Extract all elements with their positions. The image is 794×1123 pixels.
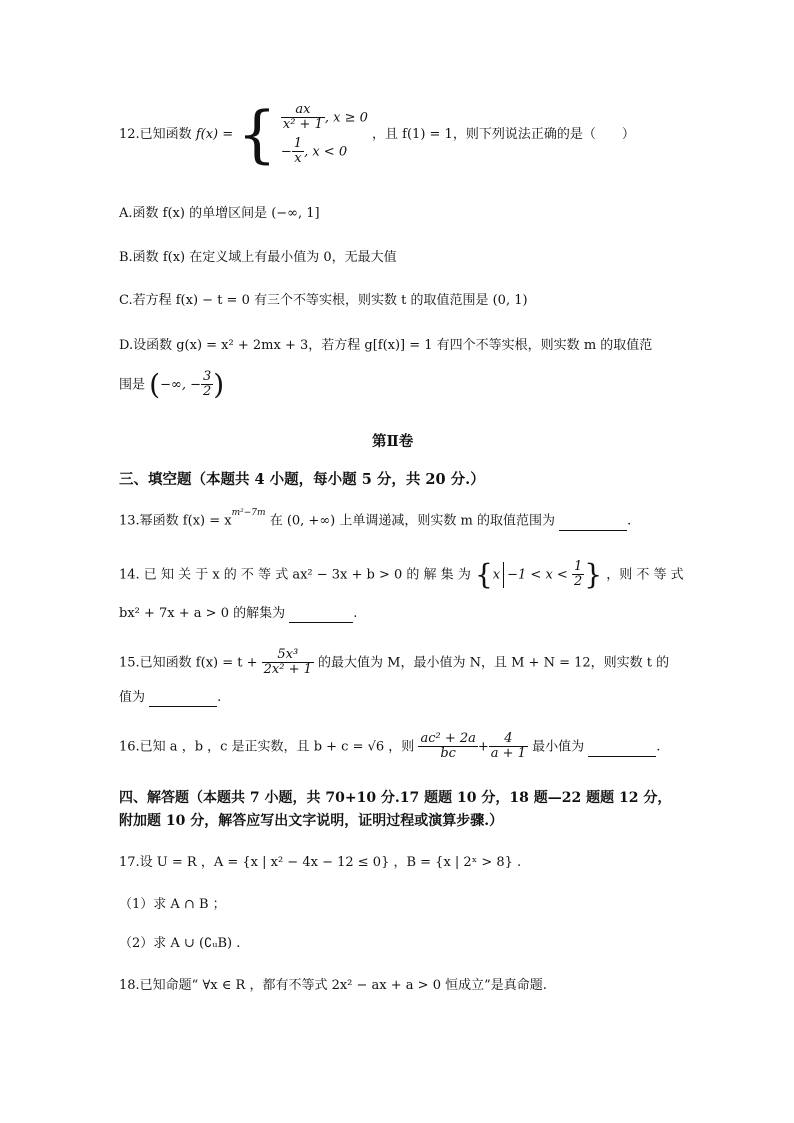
question-17-part-2: （2）求 A ∪ (∁ᵤB) . — [119, 936, 241, 951]
section-2-title: 第Ⅱ卷 — [372, 433, 414, 450]
question-17-stem: 17.设 U = R ，A = {x | x² − 4x − 12 ≤ 0} ，B = {x | 2ˣ > 8} . — [119, 855, 522, 870]
question-15-line1: 15.已知函数 f(x) = t + $\frac{\text{5x³}}{\text{2x² + 1}}$ 的最大值为 M，最小值为 N，且 M + N = 12，则实数 t 的 — [119, 647, 670, 678]
q16-answer-blank[interactable] — [588, 739, 656, 756]
q16-fraction-2: $\frac{4}{a + 1}$ — [490, 731, 526, 762]
question-16: 16.已知 a ，b ，c 是正实数，且 b + c = √6 ，则 $\frac{\text{ac² + 2a}}{bc}$ + $\frac{4}{a + 1}$ 最小值为 . — [119, 731, 661, 762]
question-18-stem: 18.已知命题“ ∀x ∈ R ，都有不等式 2x² − ax + a > 0 恒成立”是真命题. — [119, 978, 547, 993]
q15-fraction: $\frac{\text{5x³}}{\text{2x² + 1}}$ — [263, 647, 312, 678]
q12-case-1: $\frac{ax}{\text{x² + 1}}$ , x ≥ 0 — [282, 102, 368, 133]
section-3-title: 三、填空题（本题共 4 小题，每小题 5 分，共 20 分.） — [119, 471, 485, 488]
question-13: 13.幂函数 $f(x) = x^{m^2-7m}$ 在 (0, +∞) 上单调递减，则实数 m 的取值范围为 . — [119, 512, 631, 531]
q12-function-label: f(x) = — [195, 127, 234, 143]
q14-answer-blank[interactable] — [289, 606, 353, 623]
q12-prefix: 12.已知函数 — [119, 127, 192, 143]
q12-option-b: B.函数 f(x) 在定义域上有最小值为 0，无最大值 — [119, 250, 397, 265]
question-14-line2: bx² + 7x + a > 0 的解集为 . — [119, 606, 357, 623]
q12-piecewise-cases — [281, 103, 368, 166]
question-14-line1: 14. 已 知 关 于 x 的 不 等 式 ax² − 3x + b > 0 的 解 集 为 {x −1 < x < $\frac{1}{2}$ } ，则 不 等 式 — [119, 557, 684, 591]
q12-left-brace: { — [237, 97, 277, 171]
q14-fraction: $\frac{1}{2}$ — [573, 559, 583, 590]
q13-answer-blank[interactable] — [559, 513, 627, 530]
question-12-stem — [119, 97, 635, 171]
question-15-line2: 值为 . — [119, 690, 221, 707]
q12-d-fraction: $\frac{3}{2}$ — [202, 369, 212, 400]
section-4-title-line1: 四、解答题（本题共 7 小题，共 70+10 分.17 题题 10 分，18 题—22 题题 12 分， — [119, 790, 672, 806]
q12-case2-fraction: $\frac{1}{x}$ — [293, 135, 303, 166]
q12-case-2: − $\frac{1}{x}$ , x < 0 — [280, 135, 348, 166]
question-17-part-1: （1）求 A ∩ B ； — [119, 897, 226, 912]
q12-suffix: ，且 f(1) = 1，则下列说法正确的是（ ） — [372, 127, 635, 143]
q12-option-d-line2: 围是 (−∞, − $\frac{3}{2}$ ) — [119, 367, 225, 401]
q12-option-c: C.若方程 f(x) − t = 0 有三个不等实根，则实数 t 的取值范围是 (0, 1) — [119, 293, 528, 308]
q16-fraction-1: $\frac{\text{ac² + 2a}}{bc}$ — [420, 731, 476, 762]
q15-answer-blank[interactable] — [149, 690, 217, 707]
q12-option-d-line1: D.设函数 g(x) = x² + 2mx + 3，若方程 g[f(x)] = 1 有四个不等实根，则实数 m 的取值范 — [119, 338, 653, 353]
q12-option-a: A.函数 f(x) 的单增区间是 (−∞, 1] — [119, 206, 320, 221]
section-4-title-line2: 附加题 10 分，解答应写出文字说明，证明过程或演算步骤.） — [119, 813, 504, 829]
q12-case1-fraction: $\frac{ax}{\text{x² + 1}}$ — [282, 102, 323, 133]
